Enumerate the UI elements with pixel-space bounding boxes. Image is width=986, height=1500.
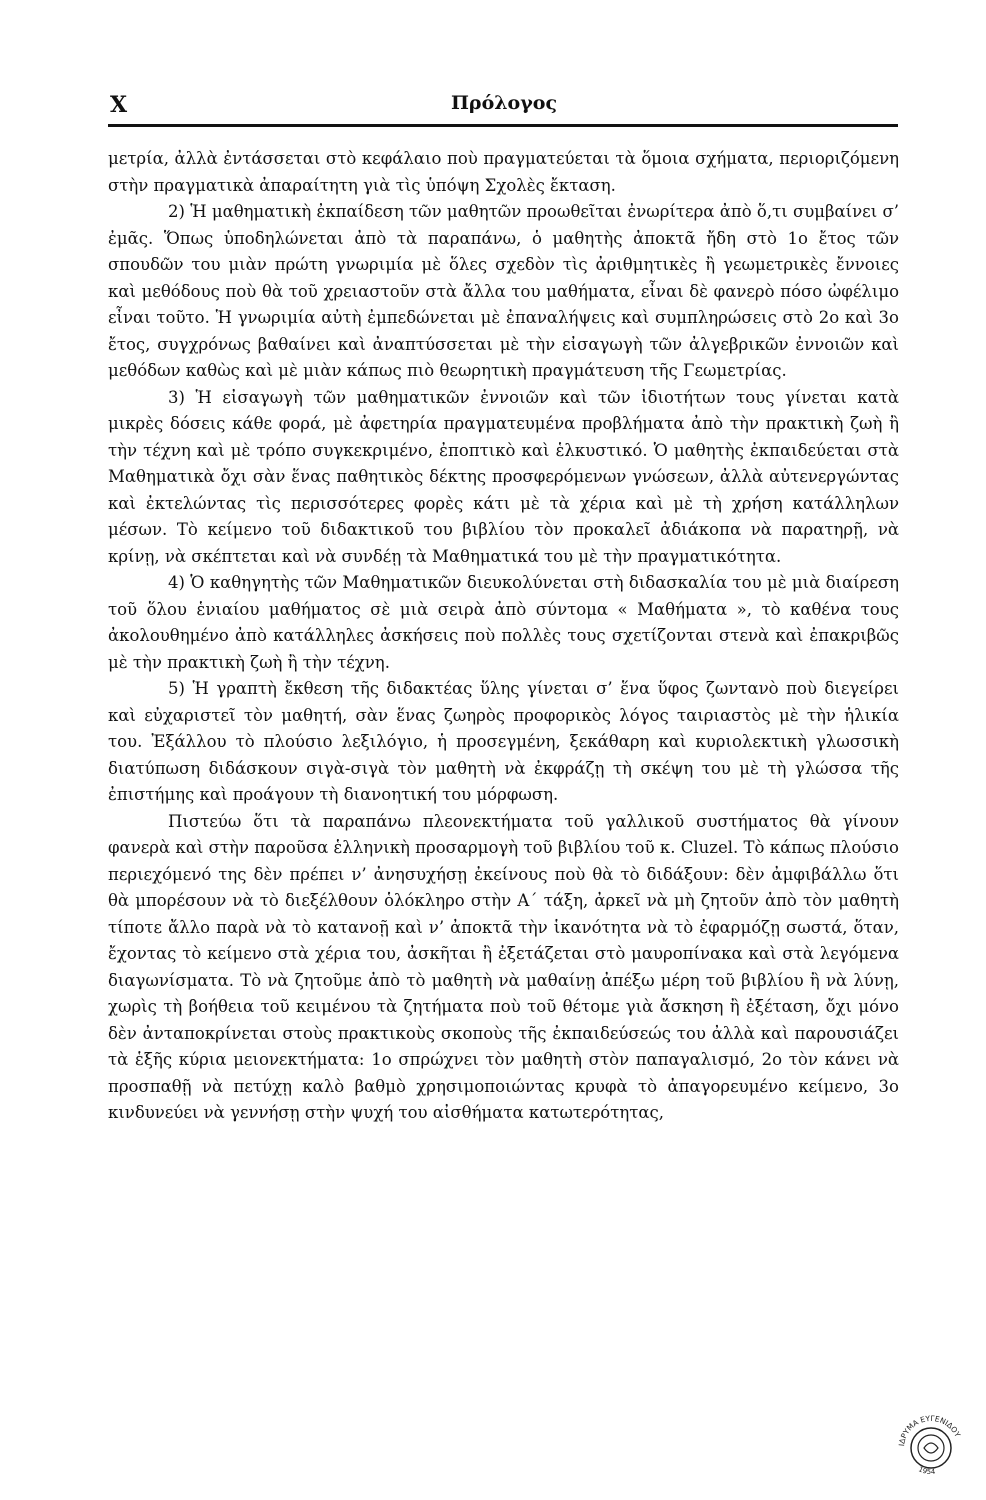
header-rule: [108, 124, 898, 127]
paragraph-2: 2) Ἡ μαθηματικὴ ἐκπαίδεση τῶν μαθητῶν προωθεῖται ἐνωρίτερα ἀπὸ ὅ,τι συμβαίνει σ’ ἐμᾶς. Ὅπως ὑποδηλώνεται ἀπὸ τὰ παραπάνω, ὁ μαθητὴς ἀποκτᾶ ἤδη στὸ 1ο ἔτος τῶν σπουδῶν του μιὰν πρώτη γνωριμία μὲ ὅλες σχεδὸν τὶς ἀριθμητικὲς ἢ γεωμετρικὲς ἔννοιες καὶ μεθόδους ποὺ θὰ τοῦ χρειαστοῦν στὰ ἄλλα του μαθήματα, εἶναι δὲ φανερὸ πόσο ὠφέλιμο εἶναι τοῦτο. Ἡ γνωριμία αὐτὴ ἐμπεδώνεται μὲ ἐπαναλήψεις καὶ συμπληρώσεις στὸ 2ο καὶ 3ο ἔτος, συγχρόνως βαθαίνει καὶ ἀναπτύσσεται μὲ τὴν εἰσαγωγὴ τῶν ἀλγεβρικῶν ἐννοιῶν καὶ μεθόδων καθὼς καὶ μὲ μιὰν κάπως πιὸ θεωρητικὴ πραγμάτευση τῆς Γεωμετρίας.: [108, 202, 899, 380]
page-title: Πρόλογος: [450, 92, 558, 114]
page-number: X: [110, 92, 128, 118]
paragraph-3: 3) Ἡ εἰσαγωγὴ τῶν μαθηματικῶν ἐννοιῶν καὶ τῶν ἰδιοτήτων τους γίνεται κατὰ μικρὲς δόσεις κάθε φορά, μὲ ἀφετηρία πραγματευμένα προβλήματα ἀπὸ τὴν πρακτικὴ ζωὴ ἢ τὴν τέχνη καὶ μὲ τρόπο συγκεκριμένο, ἐποπτικὸ καὶ ἑλκυστικό. Ὁ μαθητὴς ἐκπαιδεύεται στὰ Μαθηματικὰ ὄχι σὰν ἕνας παθητικὸς δέκτης προσφερόμενων γνώσεων, ἀλλὰ αὐτενεργώντας καὶ ἐκτελώντας τὶς περισσότερες φορὲς κάτι μὲ τὰ χέρια καὶ μὲ τὴ χρήση κατάλληλων μέσων. Τὸ κείμενο τοῦ διδακτικοῦ του βιβλίου τὸν προκαλεῖ ἀδιάκοπα νὰ παρατηρῇ, νὰ κρίνῃ, νὰ σκέπτεται καὶ νὰ συνδέῃ τὰ Μαθηματικά του μὲ τὴν πραγματικότητα.: [108, 387, 899, 566]
seal-text: ΙΔΡΥΜΑ ΕΥΓΕΝΙΔΟΥ: [897, 1413, 963, 1447]
paragraph-5: 5) Ἡ γραπτὴ ἔκθεση τῆς διδακτέας ὕλης γίνεται σ’ ἕνα ὕφος ζωντανὸ ποὺ διεγείρει καὶ εὐχαριστεῖ τὸν μαθητή, σὰν ἕνας ζωηρὸς προφορικὸς λόγος ταιριαστὸς μὲ τὴν ἡλικία του. Ἐξάλλου τὸ πλούσιο λεξιλόγιο, ἡ προσεγμένη, ξεκάθαρη καὶ κυριολεκτικὴ γλωσσικὴ διατύπωση διδάσκουν σιγὰ-σιγὰ τὸν μαθητὴ νὰ ἐκφράζῃ τὴ σκέψη του μὲ τὴ γλώσσα τῆς ἐπιστήμης καὶ προάγουν τὴ διανοητική του μόρφωση.: [108, 679, 899, 804]
page-header: [110, 92, 898, 122]
seal-emblem: [924, 1443, 938, 1453]
seal-inner-ring: [918, 1435, 944, 1461]
seal-lettering: [897, 1414, 962, 1447]
foundation-seal-stamp: [896, 1404, 966, 1488]
seal-outer-ring: [911, 1428, 951, 1468]
body-text: [108, 146, 899, 1127]
paragraph-1: μετρία, ἀλλὰ ἐντάσσεται στὸ κεφάλαιο ποὺ πραγματεύεται τὰ ὅμοια σχήματα, περιοριζόμενη στὴν πραγματικὰ ἀπαραίτητη γιὰ τὶς ὑπόψη Σχολὲς ἔκταση.: [108, 149, 899, 195]
paragraph-4: 4) Ὁ καθηγητὴς τῶν Μαθηματικῶν διευκολύνεται στὴ διδασκαλία του μὲ μιὰ διαίρεση τοῦ ὅλου ἑνιαίου μαθήματος σὲ μιὰ σειρὰ ἀπὸ σύντομα « Μαθήματα », τὸ καθένα τους ἀκολουθημένο ἀπὸ κατάλληλες ἀσκήσεις ποὺ πολλὲς τους σχετίζονται στενὰ καὶ ἐπακριβῶς μὲ τὴν πρακτικὴ ζωὴ ἢ τὴν τέχνη.: [108, 573, 899, 672]
paragraph-6: Πιστεύω ὅτι τὰ παραπάνω πλεονεκτήματα τοῦ γαλλικοῦ συστήματος θὰ γίνουν φανερὰ καὶ στὴν παροῦσα ἑλληνικὴ προσαρμογὴ τοῦ βιβλίου τοῦ κ. Cluzel. Τὸ κάπως πλούσιο περιεχόμενό της δὲν πρέπει ν’ ἀνησυχήσῃ ἐκείνους ποὺ θὰ τὸ διδάξουν: δὲν ἀμφιβάλλω ὅτι θὰ μπορέσουν νὰ τὸ διεξέλθουν ὁλόκληρο στὴν Α΄ τάξη, ἀρκεῖ νὰ μὴ ζητοῦν ἀπὸ τὸν μαθητὴ τίποτε ἄλλο παρὰ νὰ τὸ κατανοῇ καὶ ν’ ἀποκτᾶ τὴν ἱκανότητα νὰ τὸ ἐφαρμόζῃ σωστά, ὅταν, ἔχοντας τὸ κείμενο στὰ χέρια του, ἀσκῆται ἢ ἐξετάζεται στὸ μαυροπίνακα καὶ στὰ λεγόμενα διαγωνίσματα. Τὸ νὰ ζητοῦμε ἀπὸ τὸ μαθητὴ νὰ μαθαίνῃ ἀπέξω μέρη τοῦ βιβλίου ἢ νὰ λύνῃ, χωρὶς τὴ βοήθεια τοῦ κειμένου τὰ ζητήματα ποὺ τοῦ θέτομε γιὰ ἄσκηση ἢ ἐξέταση, ὄχι μόνο δὲν ἀνταποκρίνεται στοὺς πρακτικοὺς σκοποὺς τῆς ἐκπαιδεύσεώς του ἀλλὰ καὶ παρουσιάζει τὰ ἑξῆς κύρια μειονεκτήματα: 1ο σπρώχνει τὸν μαθητὴ στὸν παπαγαλισμό, 2ο τὸν κάνει νὰ προσπαθῇ νὰ πετύχῃ καλὸ βαθμὸ χρησιμοποιώντας κρυφὰ τὸ ἀπαγορευμένο κείμενο, 3ο κινδυνεύει νὰ γεννήσῃ στὴν ψυχή του αἰσθήματα κατωτερότητας,: [108, 811, 899, 1122]
seal-year: 1954: [917, 1465, 936, 1477]
